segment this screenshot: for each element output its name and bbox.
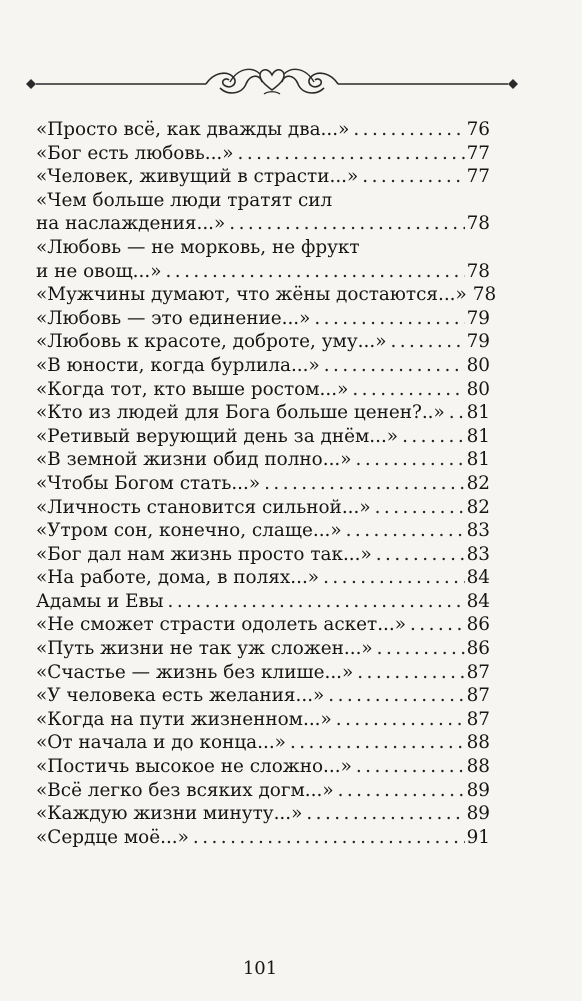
toc-entry <box>36 637 490 661</box>
toc-entry-title: «От начала и до конца...» <box>36 732 286 754</box>
dot-leader <box>353 118 464 142</box>
toc-entry-page: 83 <box>466 543 490 565</box>
toc-entry-page: 89 <box>466 779 490 801</box>
toc-entry-title: «Любовь к красоте, доброте, уму...» <box>36 331 387 353</box>
dot-leader <box>314 307 464 331</box>
toc-entry <box>36 448 490 472</box>
dot-leader <box>377 637 465 661</box>
dot-leader <box>323 566 465 590</box>
toc-entry-page: 83 <box>466 520 490 542</box>
toc-entry <box>36 755 490 779</box>
toc-entry-title: «Личность становится сильной...» <box>36 496 371 518</box>
toc-entry <box>36 779 490 803</box>
toc-entry-title: «Путь жизни не так уж сложен...» <box>36 638 373 660</box>
toc-entry <box>36 165 490 189</box>
dot-leader <box>449 401 465 425</box>
dot-leader <box>324 354 465 378</box>
toc-entry <box>36 590 490 614</box>
toc-entry-page: 77 <box>466 142 490 164</box>
dot-leader <box>165 260 464 284</box>
toc-entry-title: «Сердце моё...» <box>36 826 189 848</box>
toc-entry-page: 77 <box>466 166 490 188</box>
toc-entry-page: 79 <box>466 307 490 329</box>
dot-leader <box>375 496 465 520</box>
toc-entry-title: на наслаждения...» <box>36 213 226 235</box>
toc-entry <box>36 496 490 520</box>
toc-entry-page: 79 <box>466 331 490 353</box>
toc-entry-page: 81 <box>466 402 490 424</box>
toc-entry <box>36 189 490 236</box>
dot-leader <box>168 590 465 614</box>
toc-entry-title: «Утром сон, конечно, слаще...» <box>36 520 342 542</box>
toc-entry-page: 87 <box>466 708 490 730</box>
toc-entry-title-line1: «Любовь — не морковь, не фрукт <box>36 236 360 258</box>
toc-entry-page: 82 <box>466 472 490 494</box>
toc-entry-page: 87 <box>466 661 490 683</box>
dot-leader <box>376 543 465 567</box>
toc-entry <box>36 142 490 166</box>
toc-entry-page: 78 <box>472 284 497 306</box>
toc-entry-title-line1: «Чем больше люди тратят сил <box>36 189 333 211</box>
toc-entry <box>36 543 490 567</box>
toc-entry-page: 86 <box>466 614 490 636</box>
toc-entry-page: 87 <box>466 685 490 707</box>
toc-entry-page: 80 <box>466 354 490 376</box>
toc-entry <box>36 472 490 496</box>
toc-entry <box>36 378 490 402</box>
toc-entry-title: «Когда тот, кто выше ростом...» <box>36 378 349 400</box>
toc-entry-title: «Мужчины думают, что жёны достаются...» <box>36 284 467 306</box>
toc-entry-title: «Ретивый верующий день за днём...» <box>36 425 399 447</box>
toc-entry <box>36 708 490 732</box>
toc-entry-page: 89 <box>466 803 490 825</box>
toc-entry-title: «Любовь — это единение...» <box>36 307 311 329</box>
toc-entry-page: 91 <box>466 826 490 848</box>
dot-leader <box>356 755 465 779</box>
dot-leader <box>193 826 465 850</box>
toc-entry-title: «Не сможет страсти одолеть аскет...» <box>36 614 406 636</box>
table-of-contents <box>36 118 497 849</box>
toc-entry <box>36 354 490 378</box>
toc-entry-title: «Человек, живущий в страсти...» <box>36 166 359 188</box>
toc-entry-title: «Кто из людей для Бога больше ценен?..» <box>36 402 445 424</box>
toc-entry <box>36 283 497 307</box>
toc-entry-title: и не овощ...» <box>36 260 162 282</box>
dot-leader <box>357 661 464 685</box>
toc-entry <box>36 519 490 543</box>
toc-entry <box>36 566 490 590</box>
toc-entry <box>36 684 490 708</box>
toc-entry <box>36 731 490 755</box>
toc-entry-line2 <box>36 260 490 284</box>
toc-entry <box>36 307 490 331</box>
dot-leader <box>290 731 465 755</box>
toc-entry-title: «Счастье — жизнь без клише...» <box>36 661 354 683</box>
toc-entry-title: «Чтобы Богом стать...» <box>36 472 261 494</box>
toc-entry-title: «Бог дал нам жизнь просто так...» <box>36 543 372 565</box>
dot-leader <box>410 613 465 637</box>
dot-leader <box>346 519 465 543</box>
dot-leader <box>362 165 464 189</box>
toc-entry-page: 78 <box>466 260 490 282</box>
toc-entry-title: «Каждую жизни минуту...» <box>36 803 303 825</box>
toc-entry-page: 82 <box>466 496 490 518</box>
toc-entry-page: 84 <box>466 567 490 589</box>
toc-entry-title: «Всё легко без всяких догм...» <box>36 779 334 801</box>
dot-leader <box>306 802 464 826</box>
toc-entry-title: «Бог есть любовь...» <box>36 142 234 164</box>
dot-leader <box>356 448 465 472</box>
toc-entry-page: 81 <box>466 425 490 447</box>
toc-entry <box>36 401 490 425</box>
toc-entry-page: 76 <box>466 119 490 140</box>
toc-entry <box>36 330 490 354</box>
toc-entry <box>36 802 490 826</box>
toc-entry-title: «У человека есть желания...» <box>36 685 325 707</box>
dot-leader <box>402 425 465 449</box>
dot-leader <box>238 142 465 166</box>
toc-entry <box>36 613 490 637</box>
toc-entry-page: 84 <box>466 590 490 612</box>
toc-entry-page: 86 <box>466 638 490 660</box>
toc-entry-title: «На работе, дома, в полях...» <box>36 567 320 589</box>
dot-leader <box>336 708 465 732</box>
toc-entry <box>36 118 490 142</box>
toc-entry-line2 <box>36 212 490 236</box>
toc-entry-title: «Просто всё, как дважды два...» <box>36 119 350 140</box>
dot-leader <box>328 684 464 708</box>
toc-entry-title: «Постичь высокое не сложно...» <box>36 756 352 778</box>
toc-entry-page: 78 <box>466 213 490 235</box>
toc-entry-title: «В земной жизни обид полно...» <box>36 449 352 471</box>
toc-entry-page: 80 <box>466 378 490 400</box>
toc-entry-title: «Когда на пути жизненном...» <box>36 708 332 730</box>
dot-leader <box>390 330 464 354</box>
page-number: 101 <box>242 958 278 979</box>
dot-leader <box>264 472 464 496</box>
toc-entry-title: Адамы и Евы <box>36 590 164 612</box>
dot-leader <box>229 212 464 236</box>
toc-entry <box>36 236 490 283</box>
heart-flourish-ornament-icon <box>24 58 520 104</box>
toc-entry <box>36 425 490 449</box>
toc-entry-page: 88 <box>466 732 490 754</box>
dot-leader <box>338 779 465 803</box>
toc-entry-page: 88 <box>466 756 490 778</box>
dot-leader <box>352 378 464 402</box>
toc-entry <box>36 826 490 850</box>
toc-entry-title: «В юности, когда бурлила...» <box>36 354 320 376</box>
toc-entry-page: 81 <box>466 449 490 471</box>
toc-entry <box>36 661 490 685</box>
